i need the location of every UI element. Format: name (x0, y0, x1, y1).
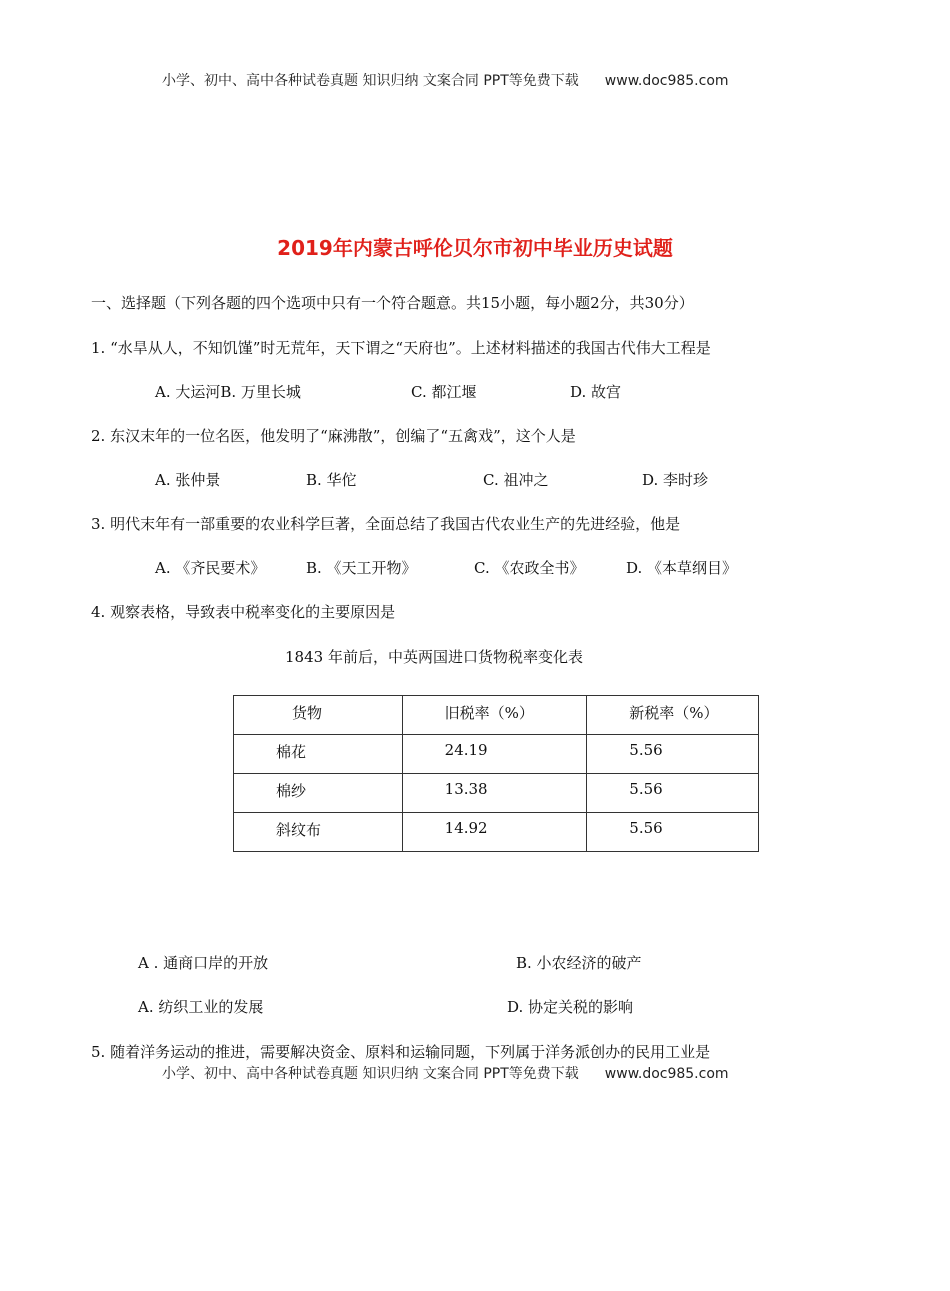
table-cell: 5.56 (587, 813, 759, 852)
banner-url[interactable]: www.doc985.com (604, 73, 729, 89)
table-cell: 5.56 (587, 735, 759, 774)
q4-option-b: B. 小农经济的破产 (516, 954, 642, 972)
q1-option-d: D. 故宫 (570, 383, 622, 401)
table-row (234, 813, 759, 852)
q3-option-a: A. 《齐民要术》 (155, 559, 266, 577)
q4-option-d: D. 协定关税的影响 (507, 998, 634, 1016)
table-cell: 24.19 (402, 735, 587, 774)
banner-text: 小学、初中、高中各种试卷真题 知识归纳 文案合同 PPT等免费下载 (162, 73, 579, 89)
question-1: 1. “水旱从人，不知饥馑”时无荒年，天下谓之“天府也”。上述材料描述的我国古代伟大工程是 (91, 339, 711, 357)
q2-option-a: A. 张仲景 (155, 471, 221, 489)
table-row (234, 774, 759, 813)
question-3: 3. 明代末年有一部重要的农业科学巨著，全面总结了我国古代农业生产的先进经验，他是 (91, 515, 681, 533)
header-banner (162, 70, 729, 90)
q2-option-c: C. 祖冲之 (483, 471, 549, 489)
question-2: 2. 东汉末年的一位名医，他发明了“麻沸散”，创编了“五禽戏”，这个人是 (91, 427, 576, 445)
table-header-row (234, 696, 759, 735)
table-cell: 13.38 (402, 774, 587, 813)
q3-option-d: D. 《本草纲目》 (626, 559, 738, 577)
q4-option-c: A. 纺织工业的发展 (138, 998, 264, 1016)
q1-option-ab: A. 大运河B. 万里长城 (155, 383, 301, 401)
q1-option-c: C. 都江堰 (411, 383, 477, 401)
tax-rate-table (233, 695, 759, 852)
table-cell: 5.56 (587, 774, 759, 813)
q2-option-b: B. 华佗 (306, 471, 357, 489)
table-header-cell: 新税率（%） (587, 696, 759, 735)
table-header-cell: 货物 (234, 696, 403, 735)
table-cell: 斜纹布 (234, 813, 403, 852)
q3-option-b: B. 《天工开物》 (306, 559, 417, 577)
table-cell: 棉花 (234, 735, 403, 774)
q4-option-a: A . 通商口岸的开放 (138, 954, 269, 972)
table-cell: 14.92 (402, 813, 587, 852)
banner-text: 小学、初中、高中各种试卷真题 知识归纳 文案合同 PPT等免费下载 (162, 1066, 579, 1082)
footer-banner (162, 1063, 729, 1083)
table-cell: 棉纱 (234, 774, 403, 813)
question-4: 4. 观察表格，导致表中税率变化的主要原因是 (91, 603, 396, 621)
table-caption: 1843 年前后，中英两国进口货物税率变化表 (285, 648, 583, 666)
table-header-cell: 旧税率（%） (402, 696, 587, 735)
section-heading: 一、选择题（下列各题的四个选项中只有一个符合题意。共15小题，每小题2分，共30分） (91, 294, 694, 312)
banner-url[interactable]: www.doc985.com (604, 1066, 729, 1082)
q3-option-c: C. 《农政全书》 (474, 559, 585, 577)
q2-option-d: D. 李时珍 (642, 471, 709, 489)
table-row (234, 735, 759, 774)
page-title: 2019年内蒙古呼伦贝尔市初中毕业历史试题 (277, 236, 673, 260)
question-5: 5. 随着洋务运动的推进，需要解决资金、原料和运输同题，下列属于洋务派创办的民用工业是 (91, 1043, 711, 1061)
